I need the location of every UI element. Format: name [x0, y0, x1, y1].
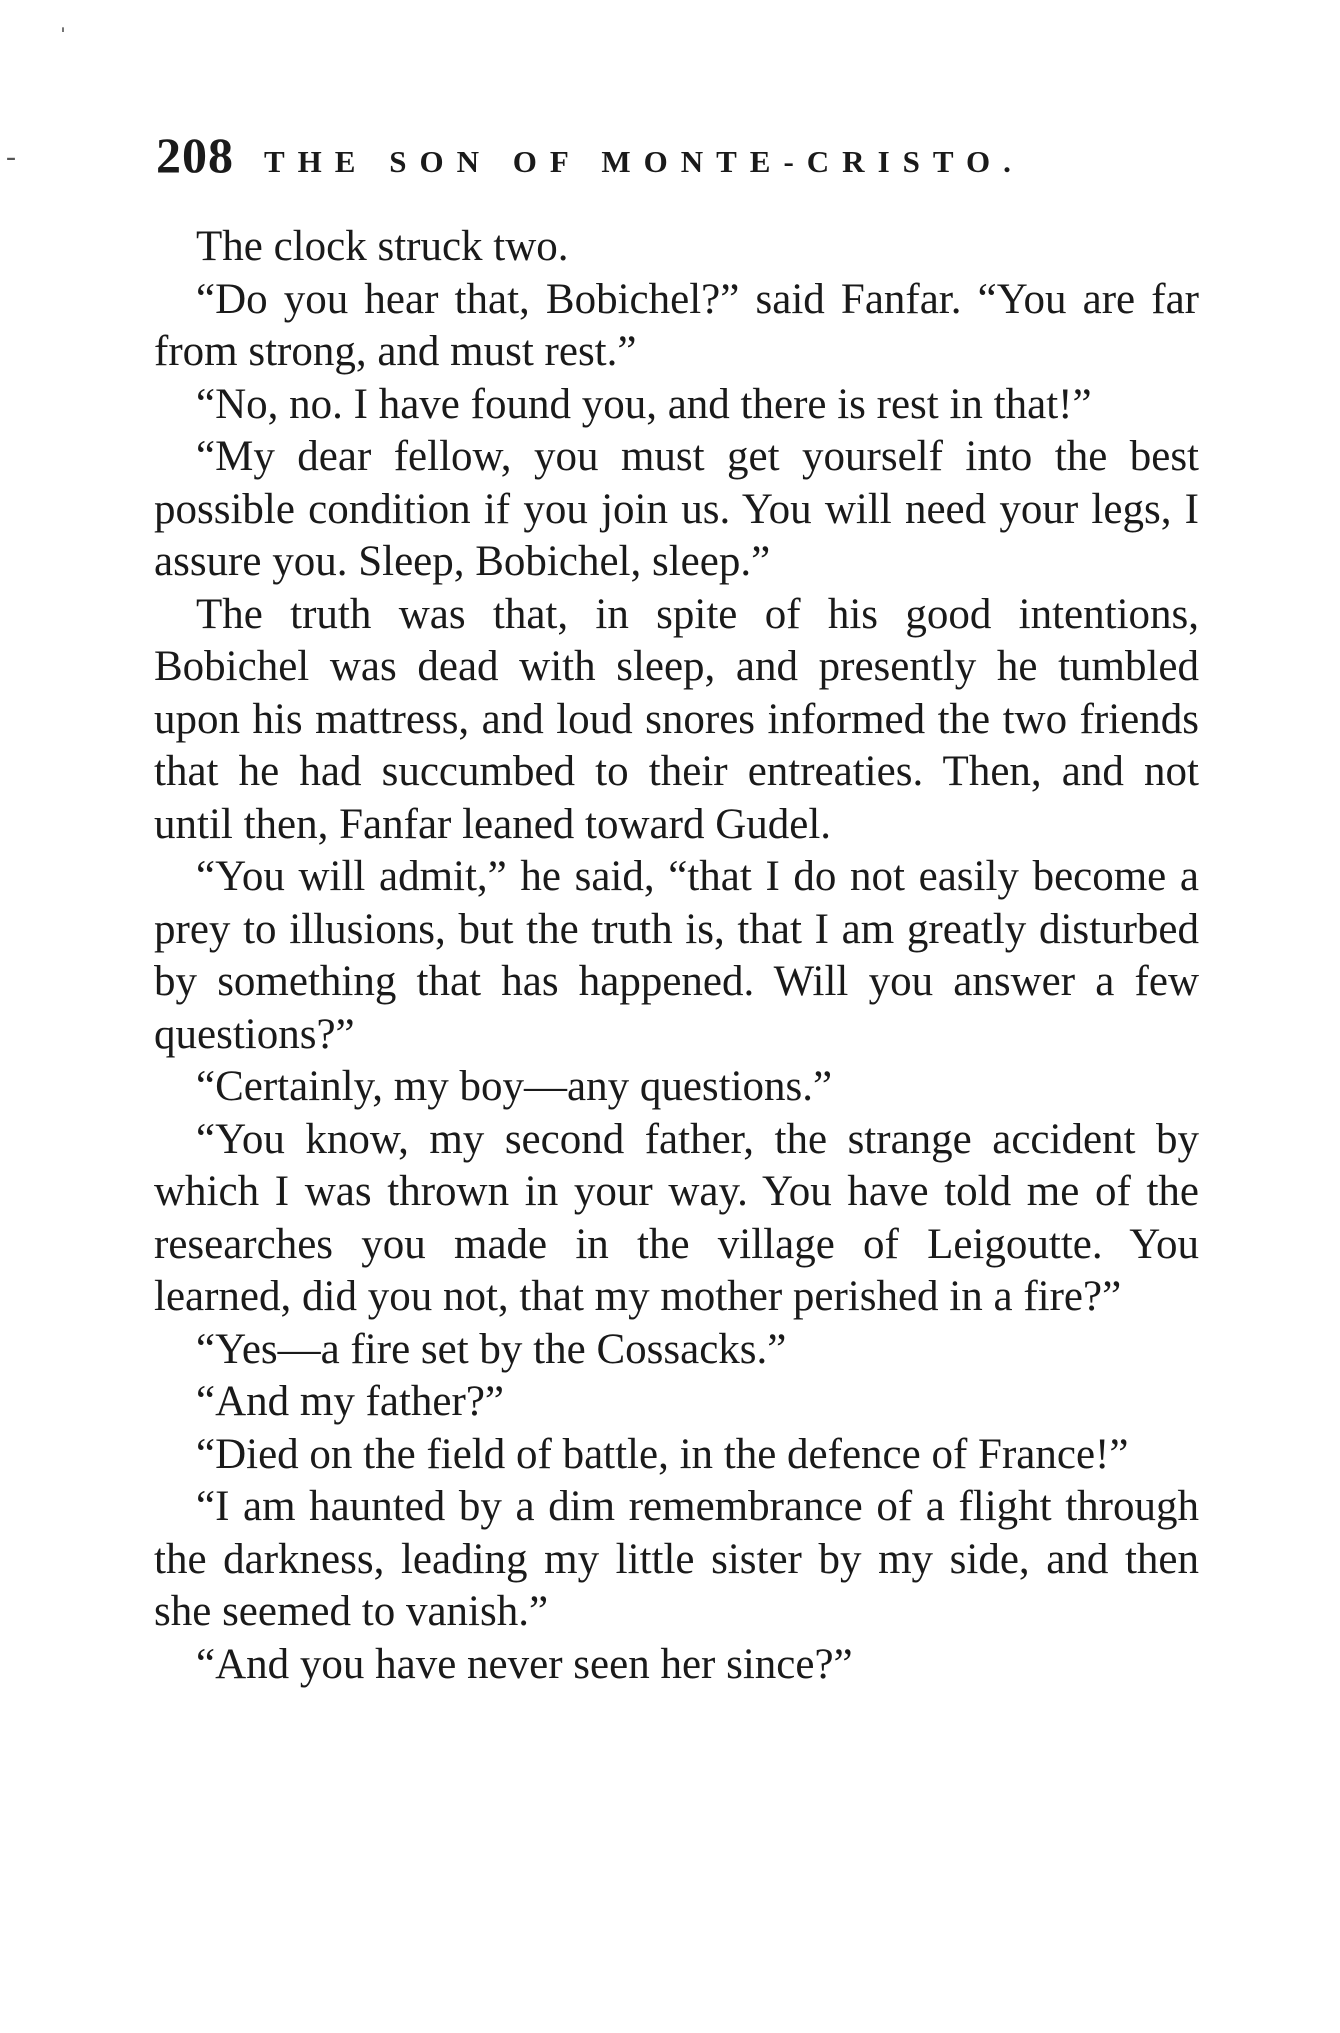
- margin-dash: -: [6, 140, 16, 173]
- margin-tick: ˈ: [58, 22, 68, 55]
- paragraph: “Died on the field of battle, in the defence of France!”: [196, 1430, 1129, 1478]
- running-title: THE SON OF MONTE-CRISTO.: [264, 144, 1024, 179]
- paragraph: “Yes—a fire set by the Cossacks.”: [196, 1325, 787, 1373]
- paragraph: “You know, my second father, the strange accident by which I was thrown in your way. You have told me of the researches you made in the village of Leigoutte. You learned, did you not, that my mother perished in a fire?”: [154, 1115, 1199, 1320]
- paragraph: “No, no. I have found you, and there is rest in that!”: [196, 380, 1092, 428]
- running-head: [156, 126, 1196, 186]
- paragraph: “And you have never seen her since?”: [196, 1640, 853, 1688]
- paragraph: “Certainly, my boy—any questions.”: [196, 1063, 833, 1110]
- body-text: [154, 221, 1199, 1691]
- page-number: 208: [156, 127, 234, 183]
- paragraph: “And my father?”: [196, 1378, 505, 1425]
- paragraph: “My dear fellow, you must get yourself into the best possible condition if you join us. You will need your legs, I assure you. Sleep, Bobichel, sleep.”: [154, 433, 1199, 585]
- paragraph: “Do you hear that, Bobichel?” said Fanfar. “You are far from strong, and must rest.”: [154, 275, 1199, 375]
- paragraph: “I am haunted by a dim remembrance of a flight through the darkness, leading my little sister by my side, and then she seemed to vanish.”: [154, 1483, 1199, 1635]
- paragraph: The truth was that, in spite of his good intentions, Bobichel was dead with sleep, and presently he tumbled upon his mattress, and loud snores informed the two friends that he had succumbed to their entreaties. Then, and not until then, Fanfar leaned toward Gudel.: [154, 590, 1199, 848]
- paragraph: The clock struck two.: [196, 223, 569, 270]
- paragraph: “You will admit,” he said, “that I do not easily become a prey to illusions, but the truth is, that I am greatly disturbed by something that has happened. Will you answer a few questions?”: [154, 853, 1199, 1058]
